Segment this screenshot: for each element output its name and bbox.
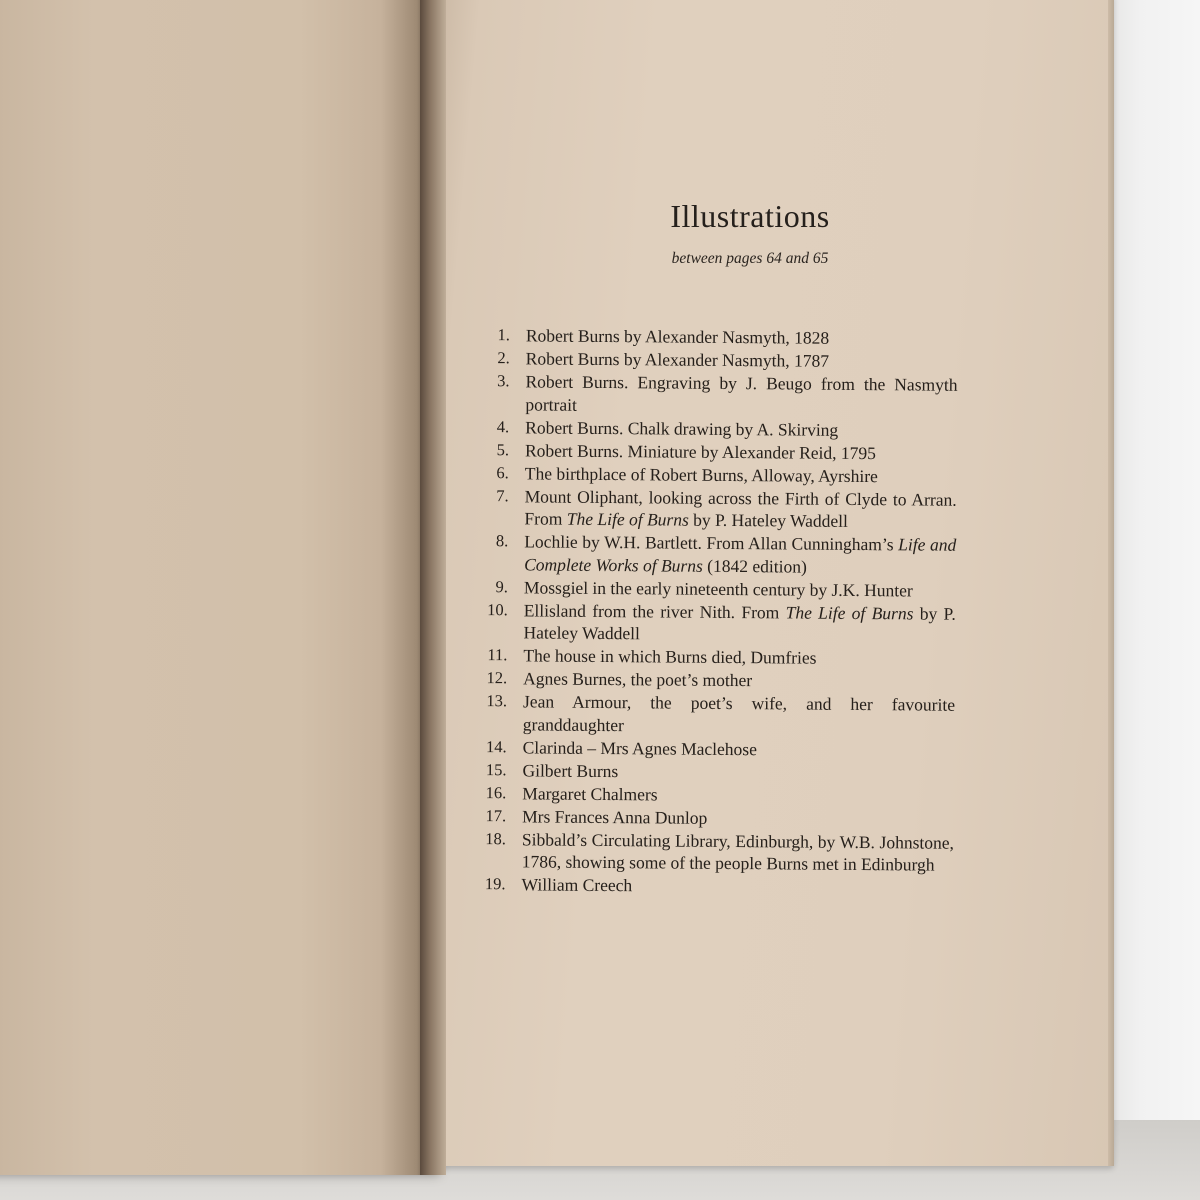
item-number: 2. (497, 348, 510, 368)
page-edge (1108, 0, 1114, 1166)
item-caption: Robert Burns by Alexander Nasmyth, 1787 (525, 348, 830, 371)
page-subtitle: between pages 64 and 65 (671, 250, 829, 267)
list-item (477, 415, 957, 441)
item-number: 5. (496, 439, 510, 459)
list-item (478, 347, 958, 373)
list-item (478, 324, 958, 350)
list-item (474, 781, 954, 807)
item-number: 7. (496, 485, 509, 505)
item-number: 18. (485, 828, 507, 848)
item-caption (523, 599, 955, 647)
item-caption: Clarinda – Mrs Agnes Maclehose (522, 736, 758, 759)
caption-book-title: The Life of Burns (785, 601, 914, 623)
book-gutter (420, 0, 446, 1175)
item-caption: The house in which Burns died, Dumfries (523, 645, 817, 668)
caption-text: Mount Oliphant, looking across the Firth of Clyde to Arran. From (524, 485, 957, 529)
list-item (477, 370, 957, 419)
list-item (475, 735, 955, 761)
item-number: 4. (496, 416, 510, 436)
item-caption: Robert Burns by Alexander Nasmyth, 1828 (525, 325, 830, 348)
item-caption: Jean Armour, the poet’s wife, and her favourite granddaughter (522, 691, 956, 735)
caption-book-title: Life and Complete Works of Burns (524, 534, 957, 576)
item-number: 17. (485, 805, 507, 825)
item-number: 16. (485, 782, 507, 802)
item-number: 12. (486, 668, 508, 688)
item-caption: The birthplace of Robert Burns, Alloway, Ayrshire (524, 462, 878, 486)
item-number: 1. (497, 325, 510, 345)
list-item (474, 804, 954, 830)
list-item (474, 758, 954, 784)
list-item (474, 873, 954, 899)
list-item (477, 438, 957, 464)
list-item (475, 598, 955, 647)
item-number: 8. (495, 531, 509, 551)
item-number: 11. (487, 645, 508, 665)
item-caption: Gilbert Burns (522, 759, 619, 781)
item-caption: Agnes Burnes, the poet’s mother (523, 668, 753, 691)
item-caption: Robert Burns. Chalk drawing by A. Skirving (525, 416, 839, 440)
list-item (476, 575, 956, 601)
item-caption: Mossgiel in the early nineteenth century by J.K. Hunter (523, 576, 913, 600)
item-number: 9. (495, 576, 509, 596)
item-number: 10. (487, 599, 508, 619)
caption-text: Ellisland from the river Nith. From (523, 599, 786, 622)
backdrop-wall (1100, 0, 1200, 1200)
list-item (474, 827, 954, 876)
item-number: 14. (485, 736, 507, 756)
item-caption: Sibbald’s Circulating Library, Edinburgh, by W.B. Johnstone, 1786, showing some of the people Burns met in Edinburgh (521, 828, 955, 875)
page-title: Illustrations (670, 198, 830, 234)
caption-book-title: The Life of Burns (566, 508, 689, 530)
item-caption: Robert Burns. Miniature by Alexander Reid, 1795 (524, 439, 877, 463)
list-item (476, 484, 956, 533)
item-caption (524, 485, 956, 533)
item-number: 6. (496, 462, 509, 482)
caption-text: (1842 edition) (702, 555, 807, 577)
list-item (475, 667, 955, 693)
list-item (477, 461, 957, 487)
caption-text: by P. Hateley Waddell (523, 602, 956, 644)
item-caption: William Creech (521, 874, 633, 896)
list-item (475, 644, 955, 670)
left-blank-page (0, 0, 435, 1175)
item-number: 15. (485, 759, 507, 779)
item-caption: Robert Burns. Engraving by J. Beugo from the Nasmyth portrait (525, 371, 958, 415)
item-caption: Mrs Frances Anna Dunlop (522, 805, 708, 828)
item-caption (524, 530, 956, 578)
list-item (475, 690, 955, 739)
item-caption: Margaret Chalmers (522, 782, 658, 804)
caption-text: by P. Hateley Waddell (688, 509, 849, 531)
list-item (476, 530, 956, 579)
item-number: 13. (486, 691, 508, 711)
illustrations-list (474, 324, 958, 900)
caption-text: Lochlie by W.H. Bartlett. From Allan Cunningham’s (524, 531, 899, 555)
item-number: 19. (484, 874, 506, 894)
item-number: 3. (497, 371, 510, 391)
